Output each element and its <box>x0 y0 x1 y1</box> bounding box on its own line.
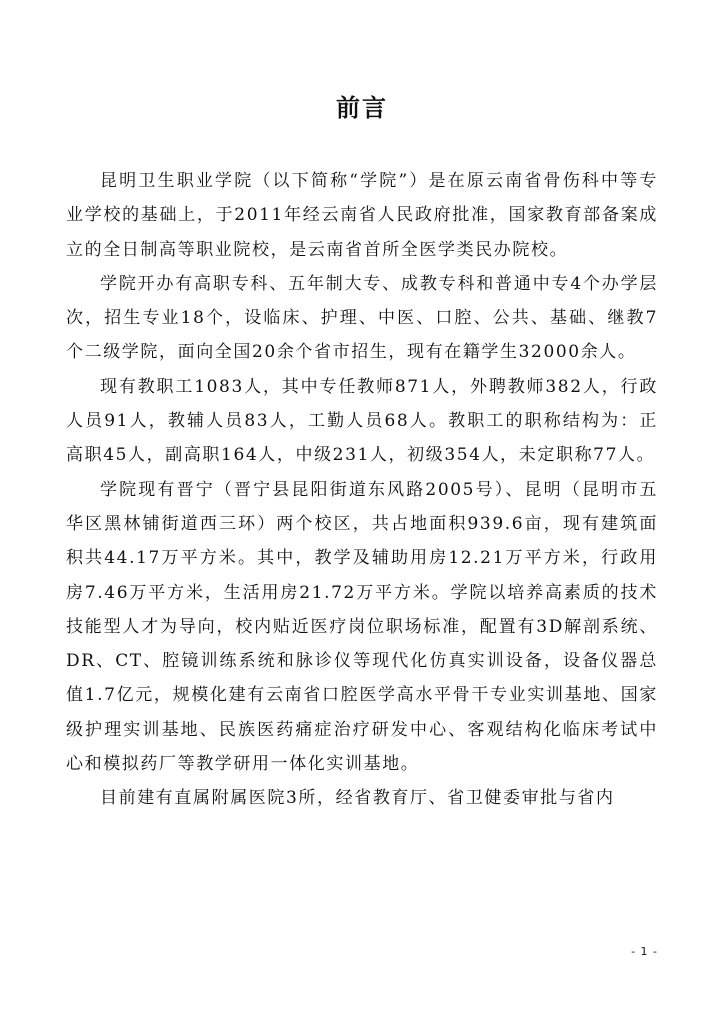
paragraph-intro: 昆明卫生职业学院（以下简称“学院”）是在原云南省骨伤科中等专业学校的基础上，于2011年经云南省人民政府批准，国家教育部备案成立的全日制高等职业院校，是云南省首所全医学类民办院校。 <box>66 171 658 260</box>
paragraph-education-levels: 学院开办有高职专科、五年制大专、成教专科和普通中专4个办学层次，招生专业18个，设临床、护理、中医、口腔、公共、基础、继教7个二级学院，面向全国20余个省市招生，现有在籍学生32000余人。 <box>66 273 658 363</box>
page-title: 前言 <box>336 94 388 122</box>
body-text <box>66 164 658 816</box>
page-number: - 1 - <box>631 945 658 958</box>
paragraph-hospitals: 目前建有直属附属医院3所，经省教育厅、省卫健委审批与省内 <box>100 788 615 809</box>
paragraph-staff: 现有教职工1083人，其中专任教师871人，外聘教师382人，行政人员91人，教辅人员83人，工勤人员68人。教职工的职称结构为：正高职45人，副高职164人，中级231人，初级354人，未定职称77人。 <box>66 376 658 466</box>
paragraph-campus: 学院现有晋宁（晋宁县昆阳街道东风路2005号）、昆明（昆明市五华区黑林铺街道西三环）两个校区，共占地面积939.6亩，现有建筑面积共44.17万平方米。其中，教学及辅助用房12.21万平方米，行政用房7.46万平方米，生活用房21.72万平方米。学院以培养高素质的技术技能型人才为导向，校内贴近医疗岗位职场标准，配置有3D解剖系统、DR、CT、腔镜训练系统和脉诊仪等现代化仿真实训设备，设备仪器总值1.7亿元，规模化建有云南省口腔医学高水平骨干专业实训基地、国家级护理实训基地、民族医药痛症治疗研发中心、客观结构化临床考试中心和模拟药厂等教学研用一体化实训基地。 <box>66 479 658 775</box>
